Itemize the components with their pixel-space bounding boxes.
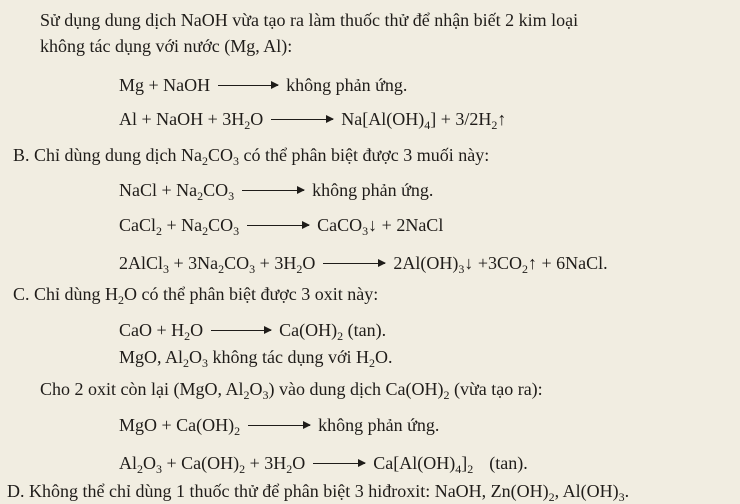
section-c-label: C. xyxy=(13,284,30,304)
equation-alcl3 xyxy=(119,253,608,276)
formula-text: O xyxy=(189,347,203,367)
section-d-text-mid: , Al(OH) xyxy=(554,481,619,501)
equation-mg-naoh xyxy=(119,76,407,94)
reaction-arrow-icon xyxy=(271,119,333,120)
remaining-post: (vừa tạo ra): xyxy=(449,379,543,399)
section-b-label: B. xyxy=(13,145,30,165)
reaction-arrow-icon xyxy=(211,330,271,331)
formula-text: Mg + NaOH xyxy=(119,75,211,95)
formula-text: $2Al(OH)_3↓$ $+3CO_2↑$ + 6NaCl. xyxy=(393,253,608,276)
mgo-note: MgO, $Al_2O_3$ không tác dụng với $H_2O$. xyxy=(119,347,393,370)
section-d-text-post: . xyxy=(624,481,630,501)
formula-text: Al + NaOH + $3H_2O$ xyxy=(119,109,264,132)
equation-al-naoh xyxy=(119,109,507,132)
section-c-text-post: O có thể phân biệt được 3 oxit này: xyxy=(124,284,379,304)
formula-text: 2AlCl$_3$ + $3Na_2CO_3 + 3H_2O$ xyxy=(119,253,316,276)
reaction-arrow-icon xyxy=(248,425,310,426)
formula-text: $Ca(OH)_2$ xyxy=(279,320,344,343)
no-reaction-text: không phản ứng. xyxy=(312,180,434,200)
tan-text: (tan). xyxy=(347,320,387,340)
section-c-heading: C. Chỉ dùng $H_2O$ có thể phân biệt được 3 oxit này: xyxy=(13,284,379,307)
remaining-mid: ) vào dung dịch Ca(OH) xyxy=(268,379,444,399)
section-b-text-pre: Chỉ dùng dung dịch Na xyxy=(34,145,203,165)
formula-text: $Na[Al(OH)_4]$ + $3/2H_2↑$ xyxy=(341,109,507,132)
reaction-arrow-icon xyxy=(313,463,365,464)
equation-cao xyxy=(119,320,387,343)
reaction-arrow-icon xyxy=(242,190,304,191)
formula-text: MgO + $Ca(OH)_2$ xyxy=(119,415,241,438)
no-reaction-text: không phản ứng. xyxy=(286,75,408,95)
intro-line-2 xyxy=(40,37,292,55)
equation-mgo-caoh2 xyxy=(119,415,440,438)
section-b-text-post: có thể phân biệt được 3 muối này: xyxy=(239,145,490,165)
formula-text: CO xyxy=(208,145,234,165)
tan-text-2: (tan). xyxy=(489,453,528,473)
reaction-arrow-icon xyxy=(323,263,385,264)
intro-text-2: không tác dụng với nước (Mg, Al): xyxy=(40,36,293,56)
remaining-oxides-line: Cho 2 oxit còn lại (MgO, $Al_2O_3$) vào dung dịch $Ca(OH)_2$ (vừa tạo ra): xyxy=(40,379,543,402)
section-b-heading: B. Chỉ dùng dung dịch $Na_2CO_3$ có thể phân biệt được 3 muối này: xyxy=(13,145,490,168)
intro-text-1: Sử dụng dung dịch NaOH vừa tạo ra làm thuốc thử để nhận biết 2 kim loại xyxy=(40,10,579,30)
intro-line-1 xyxy=(40,11,578,29)
reaction-arrow-icon xyxy=(247,225,309,226)
mgo-note-post: O. xyxy=(375,347,393,367)
equation-nacl xyxy=(119,180,434,203)
reaction-arrow-icon xyxy=(218,85,278,86)
formula-text: $Al_2O_3 + Ca(OH)_2 + 3H_2O$ xyxy=(119,453,306,476)
formula-text: O xyxy=(249,379,263,399)
section-d-heading: D. Không thể chỉ dùng 1 thuốc thử để phân biệt 3 hiđroxit: NaOH, $Zn(OH)_2$, $Al(OH)_3$. xyxy=(7,481,630,504)
formula-text: NaCl + $Na_2CO_3$ xyxy=(119,180,235,203)
mgo-note-pre: MgO, Al xyxy=(119,347,184,367)
section-d-label: D. xyxy=(7,481,25,501)
formula-text: CaCO$_3$↓ + 2NaCl xyxy=(317,215,444,238)
formula-text: $Ca[Al(OH)_4]_2$ xyxy=(373,453,474,476)
equation-cacl2 xyxy=(119,215,444,238)
mgo-note-mid: không tác dụng với H xyxy=(208,347,370,367)
formula-text: CaCl$_2$ + $Na_2CO_3$ xyxy=(119,215,240,238)
no-reaction-text: không phản ứng. xyxy=(318,415,440,435)
section-d-text-pre: Không thể chỉ dùng 1 thuốc thử để phân biệt 3 hiđroxit: NaOH, Zn(OH) xyxy=(29,481,549,501)
section-c-text-pre: Chỉ dùng H xyxy=(34,284,119,304)
equation-al2o3 xyxy=(119,453,528,476)
formula-text: CaO + $H_2O$ xyxy=(119,320,204,343)
remaining-pre: Cho 2 oxit còn lại (MgO, Al xyxy=(40,379,244,399)
